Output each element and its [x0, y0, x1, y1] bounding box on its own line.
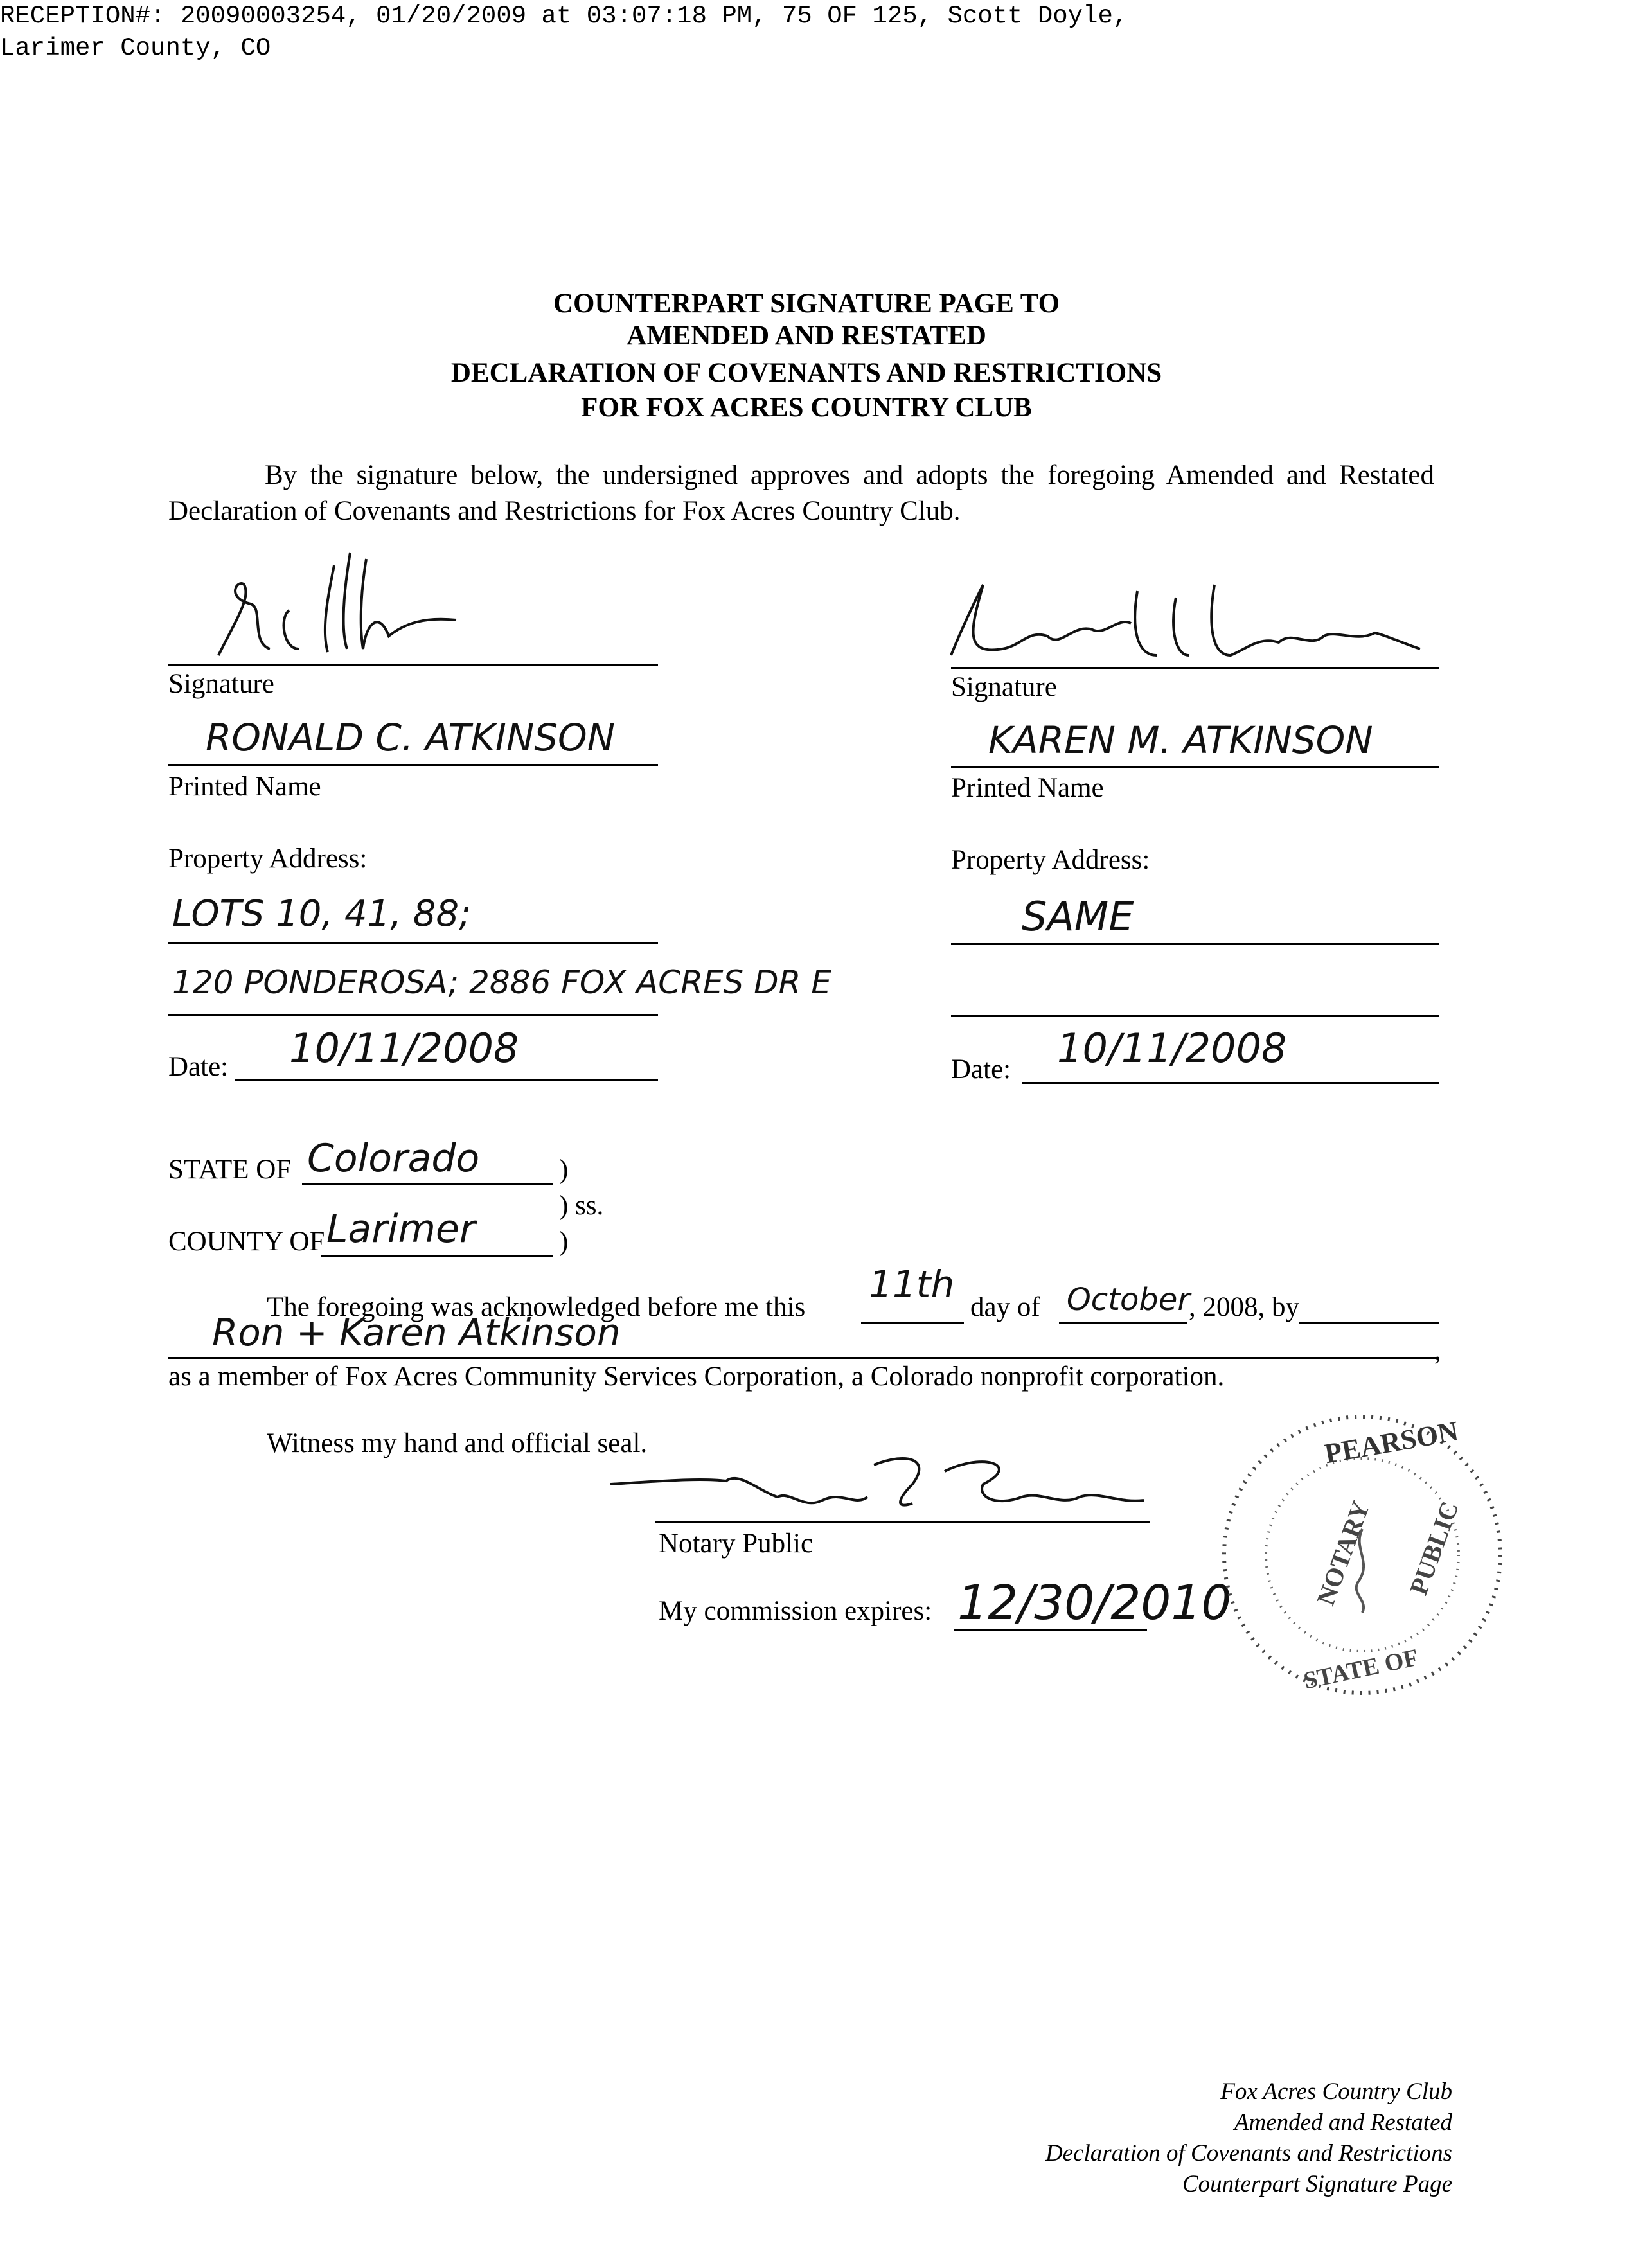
ack-month: October — [1067, 1282, 1191, 1318]
ack-suffix: , 2008, by — [1189, 1292, 1299, 1322]
ack-trailing-line — [1299, 1322, 1439, 1324]
seal-notary-text: NOTARY — [1311, 1497, 1376, 1609]
notary-public-label: Notary Public — [659, 1528, 814, 1559]
state-value: Colorado — [307, 1136, 480, 1181]
ack-dayof: day of — [970, 1292, 1040, 1322]
seal-state-text: STATE OF — [1301, 1643, 1421, 1695]
notary-signature — [610, 1446, 1150, 1529]
county-line — [321, 1255, 553, 1257]
title-line-4: FOR FOX ACRES COUNTRY CLUB — [581, 393, 1032, 423]
intro-paragraph: By the signature below, the undersigned approves and adopts the foregoing Amended and Restated Declaration of Covenants and Restrictions for Fox Acres Country Club. — [168, 460, 1434, 526]
printed-name-label-left: Printed Name — [168, 772, 321, 802]
seal-name-text: PEARSON — [1322, 1415, 1461, 1470]
state-line — [302, 1183, 553, 1185]
seal-public-text: PUBLIC — [1403, 1497, 1464, 1599]
ack-names-line — [168, 1357, 1439, 1359]
reception-line-1: RECEPTION#: 20090003254, 01/20/2009 at 03:07:18 PM, 75 OF 125, Scott Doyle, — [0, 2, 1128, 30]
ack-day: 11th — [869, 1262, 955, 1306]
footer-line-1: Fox Acres Country Club — [1220, 2078, 1452, 2105]
property-address-label-right: Property Address: — [951, 845, 1150, 875]
ack-day-line — [861, 1322, 964, 1324]
printed-name-left-value: RONALD C. ATKINSON — [206, 716, 616, 759]
address-right-line-1: SAME — [1022, 893, 1134, 940]
state-label: STATE OF — [168, 1155, 292, 1185]
notary-signature-line — [655, 1521, 1150, 1523]
notary-seal — [1214, 1407, 1510, 1703]
date-label-left: Date: — [168, 1052, 229, 1082]
address-left-line-1: LOTS 10, 41, 88; — [172, 893, 471, 935]
property-address-label-left: Property Address: — [168, 844, 368, 874]
date-label-right: Date: — [951, 1054, 1011, 1085]
signature-label-left: Signature — [168, 669, 274, 699]
ack-prefix: The foregoing was acknowledged before me this — [267, 1292, 806, 1322]
printed-name-label-right: Printed Name — [951, 773, 1104, 803]
footer-line-3: Declaration of Covenants and Restrictions — [1045, 2140, 1452, 2166]
signature-line-left — [168, 664, 658, 666]
commission-line — [954, 1629, 1147, 1631]
address-line-right-1 — [951, 943, 1439, 945]
county-label: COUNTY OF — [168, 1227, 325, 1257]
signature-left — [212, 540, 495, 668]
signature-right — [945, 559, 1433, 681]
ack-names-comma: , — [1434, 1336, 1441, 1366]
address-line-left-1 — [168, 942, 658, 944]
printed-name-right-value: KAREN M. ATKINSON — [988, 718, 1373, 762]
state-paren: ) — [559, 1155, 569, 1185]
printed-name-line-left — [168, 764, 658, 766]
date-line-left — [235, 1079, 658, 1081]
commission-label: My commission expires: — [659, 1596, 932, 1626]
commission-date: 12/30/2010 — [957, 1575, 1232, 1631]
county-paren: ) — [559, 1227, 569, 1257]
date-left-value: 10/11/2008 — [289, 1025, 519, 1072]
title-line-1: COUNTERPART SIGNATURE PAGE TO — [553, 288, 1060, 319]
title-line-2: AMENDED AND RESTATED — [627, 321, 986, 351]
member-line: as a member of Fox Acres Community Services Corporation, a Colorado nonprofit corporation. — [168, 1361, 1225, 1392]
signature-line-right — [951, 667, 1439, 669]
title-line-3: DECLARATION OF COVENANTS AND RESTRICTIONS — [450, 358, 1162, 388]
signature-label-right: Signature — [951, 672, 1057, 702]
witness-text: Witness my hand and official seal. — [267, 1428, 648, 1458]
ack-names: Ron + Karen Atkinson — [212, 1311, 621, 1354]
date-line-right — [1022, 1082, 1439, 1084]
address-line-right-2 — [951, 1015, 1439, 1017]
printed-name-line-right — [951, 766, 1439, 768]
footer-line-4: Counterpart Signature Page — [1182, 2171, 1452, 2197]
ack-month-line — [1059, 1322, 1187, 1324]
ss-label: ) ss. — [559, 1191, 604, 1221]
county-value: Larimer — [326, 1207, 476, 1252]
date-right-value: 10/11/2008 — [1057, 1025, 1287, 1072]
footer-line-2: Amended and Restated — [1234, 2109, 1452, 2136]
reception-line-2: Larimer County, CO — [0, 34, 271, 62]
address-line-left-2 — [168, 1014, 658, 1016]
address-left-line-2: 120 PONDEROSA; 2886 FOX ACRES DR E — [172, 964, 831, 1001]
